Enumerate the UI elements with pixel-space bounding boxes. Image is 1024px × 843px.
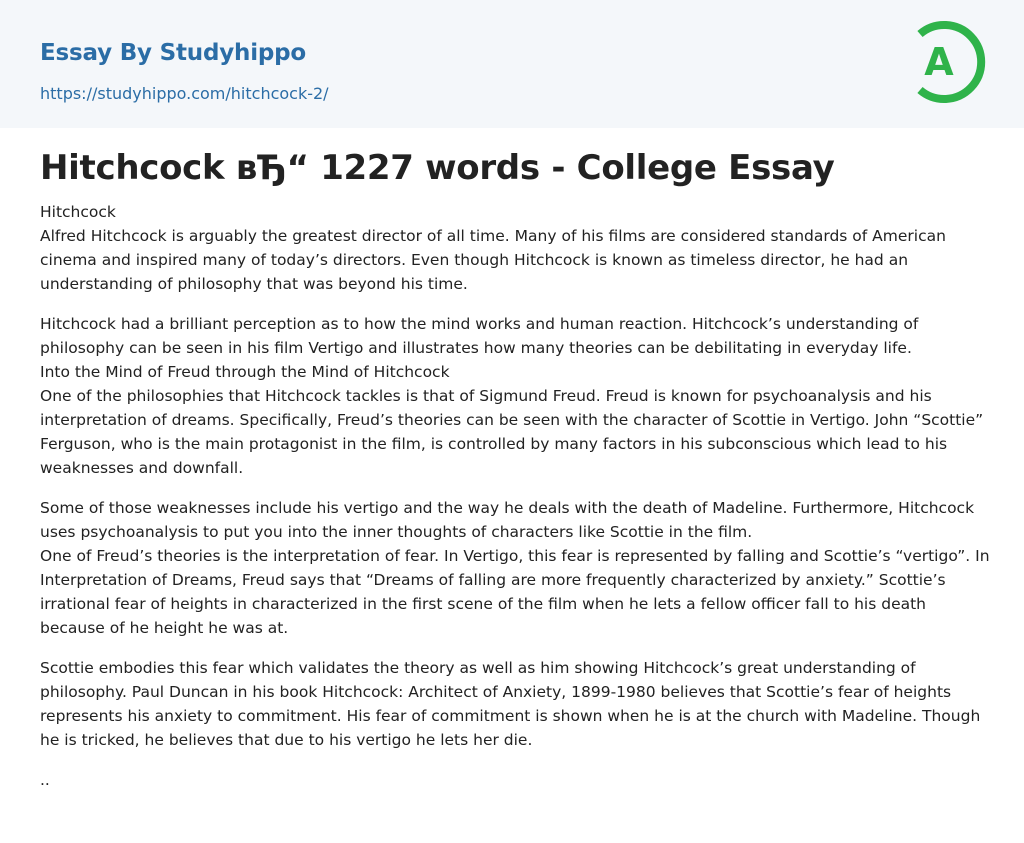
paragraph-line: One of the philosophies that Hitchcock tackles is that of Sigmund Freud. Freud is known for psychoanalysis and his interpretation of dreams. Specifically, Freud’s theories can be seen with the character of Scottie in Vertigo. John “Scottie” Ferguson, who is the main protagonist in the film, is controlled by many factors in his subconscious which lead to his weaknesses and downfall. (40, 387, 984, 477)
essay-paragraph (40, 768, 990, 792)
site-header (0, 0, 1024, 128)
essay-content (40, 146, 990, 808)
essay-paragraph (40, 496, 990, 640)
paragraph-line: Hitchcock (40, 203, 116, 221)
essay-title: Hitchcock вЂ“ 1227 words - College Essay (40, 148, 835, 188)
paragraph-line: One of Freud’s theories is the interpretation of fear. In Vertigo, this fear is represented by falling and Scottie’s “vertigo”. In Interpretation of Dreams, Freud says that “Dreams of falling are more frequently characterized by anxiety.” Scottie’s irrational fear of heights in characterized in the first scene of the film when he lets a fellow officer fall to his death because of he height he was at. (40, 547, 990, 637)
essay-paragraph (40, 312, 990, 480)
essay-paragraph (40, 200, 990, 296)
paragraph-line: Into the Mind of Freud through the Mind of Hitchcock (40, 363, 450, 381)
essay-paragraph (40, 656, 990, 752)
logo-letter: A (924, 40, 954, 84)
studyhippo-logo-icon[interactable] (912, 18, 986, 106)
paragraph-line: Alfred Hitchcock is arguably the greatest director of all time. Many of his films are considered standards of American cinema and inspired many of today’s directors. Even though Hitchcock is known as timeless director, he had an understanding of philosophy that was beyond his time. (40, 227, 946, 293)
paragraph-line: Hitchcock had a brilliant perception as to how the mind works and human reaction. Hitchcock’s understanding of philosophy can be seen in his film Vertigo and illustrates how many theories can be debilitating in everyday life. (40, 315, 919, 357)
essay-url-link[interactable]: https://studyhippo.com/hitchcock-2/ (40, 84, 329, 103)
paragraph-line: Scottie embodies this fear which validates the theory as well as him showing Hitchcock’s great understanding of philosophy. Paul Duncan in his book Hitchcock: Architect of Anxiety, 1899-1980 believes that Scottie’s fear of heights represents his anxiety to commitment. His fear of commitment is shown when he is at the church with Madeline. Though he is tricked, he believes that due to his vertigo he lets her die. (40, 659, 981, 749)
paragraph-line: Some of those weaknesses include his vertigo and the way he deals with the death of Madeline. Furthermore, Hitchcock uses psychoanalysis to put you into the inner thoughts of characters like Scottie in the film. (40, 499, 975, 541)
brand-title[interactable]: Essay By Studyhippo (40, 40, 307, 66)
essay-body (40, 200, 990, 792)
paragraph-line: .. (40, 771, 50, 789)
